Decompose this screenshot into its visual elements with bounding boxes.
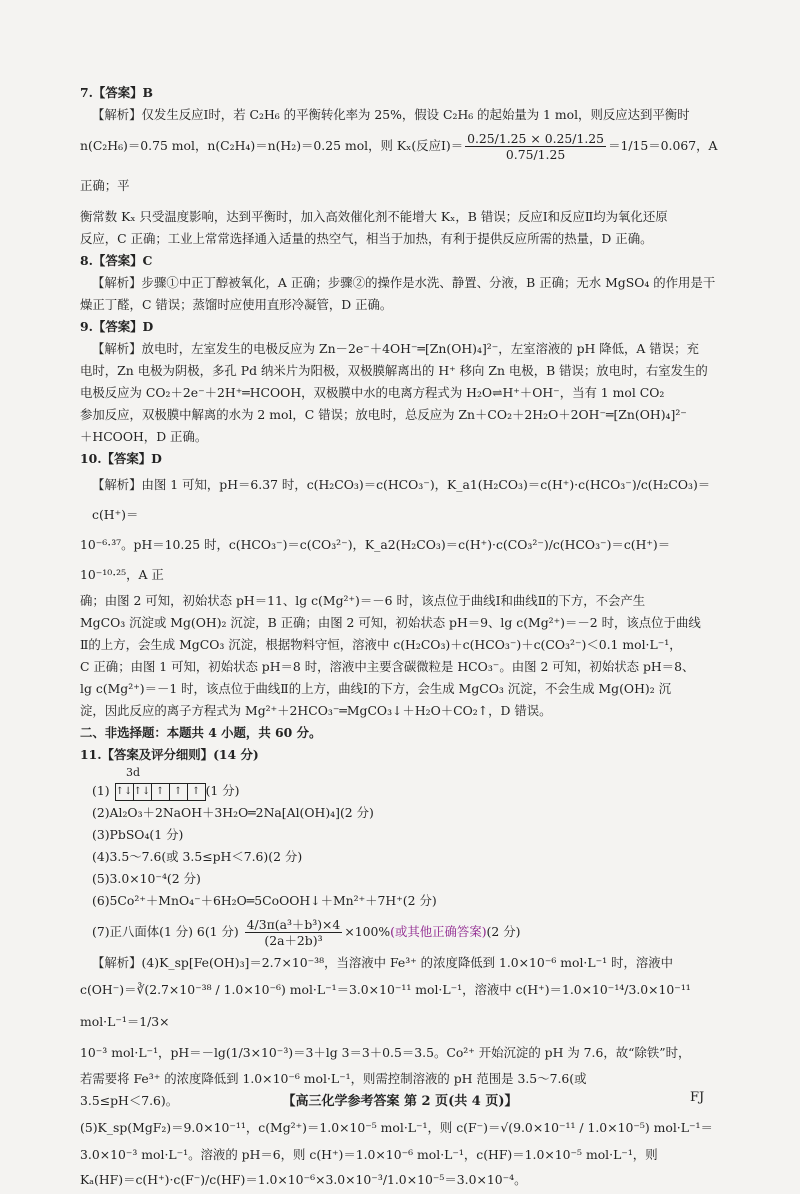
q11-a1-score: (1 分) [205, 783, 240, 798]
q8-header: 8.【答案】C [80, 253, 153, 268]
q7-line2-pre: n(C₂H₆)＝0.75 mol，n(C₂H₄)＝n(H₂)＝0.25 mol，则 Kₓ(反应Ⅰ)＝ [80, 138, 464, 153]
q11-e3: 10⁻³ mol·L⁻¹，pH＝－lg(1/3×10⁻³)＝3＋lg 3＝3＋0.5＝3.5。Co²⁺ 开始沉淀的 pH 为 7.6，故“除铁”时， [80, 1045, 691, 1060]
q7-header: 7.【答案】B [80, 85, 153, 100]
q7-frac-den: 0.75/1.25 [505, 147, 566, 162]
q11-e5: 3.5≤pH＜7.6)。 [80, 1093, 179, 1108]
q11-a2: (2)Al₂O₃＋2NaOH＋3H₂O═2Na[Al(OH)₄](2 分) [92, 805, 374, 820]
q11-a1 [92, 780, 726, 802]
q11-a3: (3)PbSO₄(1 分) [92, 827, 184, 842]
q10-line7: lg c(Mg²⁺)＝－1 时，该点位于曲线Ⅱ的上方，曲线Ⅰ的下方，会生成 MgCO₃ 沉淀，不会生成 Mg(OH)₂ 沉 [80, 681, 672, 696]
q9-line4: 参加反应，双极膜中解离的水为 2 mol，C 错误；放电时，总反应为 Zn＋CO₂＋2H₂O＋2OH⁻═[Zn(OH)₄]²⁻ [80, 407, 687, 422]
q10-line1: 【解析】由图 1 可知，pH＝6.37 时，c(H₂CO₃)＝c(HCO₃⁻)，K_a1(H₂CO₃)＝c(H⁺)·c(HCO₃⁻)/c(H₂CO₃)＝c(H⁺)＝ [92, 477, 711, 522]
orbital-label: 3d [126, 766, 141, 779]
q9-header: 9.【答案】D [80, 319, 154, 334]
q9-line2: 电时，Zn 电极为阴极，多孔 Pd 纳米片为阳极，双极膜解离出的 H⁺ 移向 Zn 电极，B 错误；放电时，右室发生的 [80, 363, 708, 378]
q10-line4: MgCO₃ 沉淀或 Mg(OH)₂ 沉淀，B 正确；由图 2 可知，初始状态 pH＝9、lg c(Mg²⁺)＝－2 时，该点位于曲线 [80, 615, 701, 630]
q10-line5: Ⅱ的上方，会生成 MgCO₃ 沉淀，根据物料守恒，溶液中 c(H₂CO₃)＋c(HCO₃⁻)＋c(CO₃²⁻)＜0.1 mol·L⁻¹， [80, 637, 682, 652]
q11-a7-fraction [245, 917, 343, 948]
q11-a7-pre: (7)正八面体(1 分) 6(1 分) [92, 924, 239, 939]
q7-line4: 反应，C 正确；工业上常常选择通入适量的热空气，相当于加热，有利于提供反应所需的热量，D 正确。 [80, 231, 653, 246]
page-footer [0, 1090, 800, 1109]
q11-a7-num: 4/3π(a³＋b³)×4 [246, 917, 341, 932]
orbital-box: ↑ [169, 783, 188, 801]
q11-e1: 【解析】(4)K_sp[Fe(OH)₃]＝2.7×10⁻³⁸，当溶液中 Fe³⁺ 的浓度降低到 1.0×10⁻⁶ mol·L⁻¹ 时，溶液中 [92, 955, 674, 970]
q10-line6: C 正确；由图 1 可知，初始状态 pH＝8 时，溶液中主要含碳微粒是 HCO₃⁻。由图 2 可知，初始状态 pH＝8、 [80, 659, 695, 674]
q8-line1: 【解析】步骤①中正丁醇被氧化，A 正确；步骤②的操作是水洗、静置、分液，B 正确；无水 MgSO₄ 的作用是干 [92, 275, 716, 290]
q11-a7-den: (2a＋2b)³ [264, 933, 323, 948]
q7-frac-num: 0.25/1.25 × 0.25/1.25 [467, 131, 605, 146]
q11-a7 [92, 912, 726, 952]
q11-e7: 3.0×10⁻³ mol·L⁻¹。溶液的 pH＝6，则 c(H⁺)＝1.0×10⁻⁶ mol·L⁻¹，c(HF)＝1.0×10⁻⁵ mol·L⁻¹，则 [80, 1147, 658, 1162]
footer-code: FJ [690, 1090, 705, 1105]
q11-a4: (4)3.5～7.6(或 3.5≤pH＜7.6)(2 分) [92, 849, 303, 864]
section-title: 二、非选择题：本题共 4 小题，共 60 分。 [80, 725, 322, 740]
q7-line1: 【解析】仅发生反应Ⅰ时，若 C₂H₆ 的平衡转化率为 25%，假设 C₂H₆ 的起始量为 1 mol，则反应达到平衡时 [92, 107, 690, 122]
q8-line2: 燥正丁醛，C 错误；蒸馏时应使用直形冷凝管，D 正确。 [80, 297, 393, 312]
orbital-diagram [116, 783, 206, 801]
q10-line3: 确；由图 2 可知，初始状态 pH＝11、lg c(Mg²⁺)＝－6 时，该点位于曲线Ⅰ和曲线Ⅱ的下方，不会产生 [80, 593, 646, 608]
q7-kx-fraction [465, 131, 606, 162]
footer-title: 【高三化学参考答案 第 2 页(共 4 页)】 [282, 1094, 518, 1109]
q10-line2: 10⁻⁶·³⁷。pH＝10.25 时，c(HCO₃⁻)＝c(CO₃²⁻)，K_a2(H₂CO₃)＝c(H⁺)·c(CO₃²⁻)/c(HCO₃⁻)＝c(H⁺)＝10⁻¹⁰·²⁵，A 正 [80, 537, 671, 582]
q11-a7-score: (2 分) [486, 924, 521, 939]
orbital-box: ↑ [187, 783, 206, 801]
q7-line2-post: ＝1/15＝0.067，A 正确；平 [80, 138, 718, 193]
q11-e2: c(OH⁻)＝∛(2.7×10⁻³⁸ / 1.0×10⁻⁶) mol·L⁻¹＝3.0×10⁻¹¹ mol·L⁻¹，溶液中 c(H⁺)＝1.0×10⁻¹⁴/3.0×10⁻¹¹ mol·L⁻¹＝1/3× [80, 982, 691, 1029]
q7-line2 [80, 126, 726, 206]
q11-e8: Kₐ(HF)＝c(H⁺)·c(F⁻)/c(HF)＝1.0×10⁻⁶×3.0×10⁻³/1.0×10⁻⁵＝3.0×10⁻⁴。 [80, 1172, 527, 1187]
q9-line3: 电极反应为 CO₂＋2e⁻＋2H⁺═HCOOH，双极膜中水的电离方程式为 H₂O⇌H⁺＋OH⁻，当有 1 mol CO₂ [80, 385, 665, 400]
q9-line1: 【解析】放电时，左室发生的电极反应为 Zn－2e⁻＋4OH⁻═[Zn(OH)₄]²⁻，左室溶液的 pH 降低，A 错误；充 [92, 341, 699, 356]
orbital-box: ↑ [151, 783, 170, 801]
q11-e4: 若需要将 Fe³⁺ 的浓度降低到 1.0×10⁻⁶ mol·L⁻¹，则需控制溶液的 pH 范围是 3.5～7.6(或 [80, 1071, 587, 1086]
q11-a1-prefix: (1) [92, 783, 110, 798]
orbital-box: ↑↓ [115, 783, 134, 801]
q11-header: 11.【答案及评分细则】(14 分) [80, 747, 259, 762]
q11-e6: (5)K_sp(MgF₂)＝9.0×10⁻¹¹，c(Mg²⁺)＝1.0×10⁻⁵ mol·L⁻¹，则 c(F⁻)＝√(9.0×10⁻¹¹ / 1.0×10⁻⁵) mol·L⁻¹＝ [80, 1120, 713, 1135]
orbital-box: ↑↓ [133, 783, 152, 801]
q11-a6: (6)5Co²⁺＋MnO₄⁻＋6H₂O═5CoOOH↓＋Mn²⁺＋7H⁺(2 分) [92, 893, 437, 908]
q11-a7-post: ×100% [344, 924, 391, 939]
q11-a5: (5)3.0×10⁻⁴(2 分) [92, 871, 201, 886]
q9-line5: ＋HCOOH，D 正确。 [80, 429, 208, 444]
q7-line3: 衡常数 Kₓ 只受温度影响，达到平衡时，加入高效催化剂不能增大 Kₓ，B 错误；反应Ⅰ和反应Ⅱ均为氧化还原 [80, 209, 668, 224]
answer-page [80, 82, 726, 1194]
q11-a7-note: (或其他正确答案) [390, 924, 487, 939]
q11-answer-list [80, 766, 726, 952]
q10-header: 10.【答案】D [80, 451, 162, 466]
q10-line8: 淀，因此反应的离子方程式为 Mg²⁺＋2HCO₃⁻═MgCO₃↓＋H₂O＋CO₂↑，D 错误。 [80, 703, 552, 718]
